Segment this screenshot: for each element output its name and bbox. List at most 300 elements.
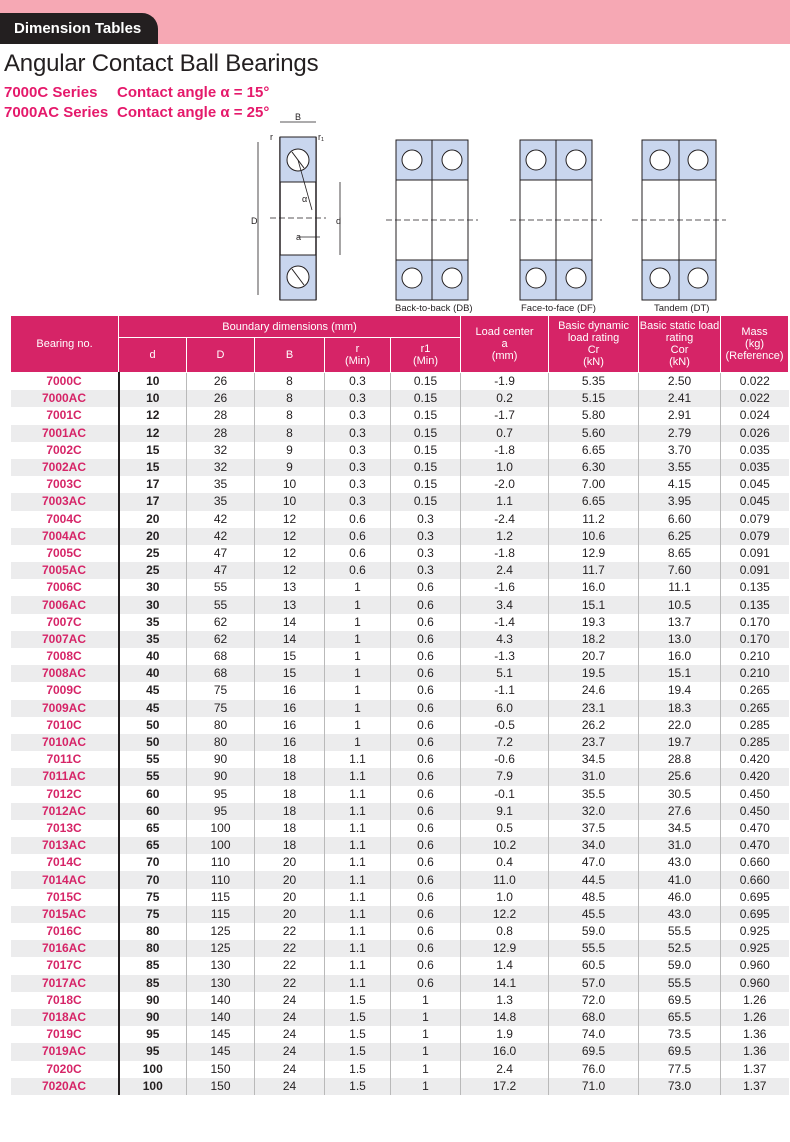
cell-width-B: 24 [255, 1078, 325, 1095]
cell-load-center: 2.4 [461, 1061, 549, 1078]
cell-bore-d: 20 [119, 528, 187, 545]
cell-bearing-no: 7016AC [11, 940, 119, 957]
cell-outer-D: 32 [187, 459, 255, 476]
cell-width-B: 9 [255, 459, 325, 476]
cell-mass: 0.091 [739, 545, 770, 560]
table-row [11, 545, 789, 562]
cell-static-rating: 18.3 [639, 700, 721, 717]
cell-r1-min: 0.3 [391, 562, 461, 579]
cell-r1-min: 0.6 [391, 975, 461, 992]
cell-bore-d: 75 [119, 889, 187, 906]
table-row [11, 511, 789, 528]
cell-dynamic-rating: 18.2 [549, 631, 639, 648]
cell-width-B: 15 [255, 648, 325, 665]
table-row [11, 820, 789, 837]
table-row [11, 975, 789, 992]
cell-r1-min: 0.6 [391, 837, 461, 854]
header-bearing-no: Bearing no. [11, 316, 119, 373]
cell-r1-min: 1 [391, 1009, 461, 1026]
cell-mass: 0.925 [721, 940, 789, 957]
cell-static-rating: 2.41 [639, 390, 721, 407]
cell-outer-D: 150 [187, 1061, 255, 1078]
cell-static-rating: 43.0 [639, 906, 721, 923]
cell-load-center: 1.0 [461, 459, 549, 476]
cell-bore-d: 90 [119, 1009, 187, 1026]
label-a: a [296, 232, 302, 242]
cell-dynamic-rating: 15.1 [549, 596, 639, 613]
cell-r-min: 1.1 [325, 820, 391, 837]
header-boundary: Boundary dimensions (mm) [119, 316, 461, 338]
cell-mass: 0.420 [721, 768, 789, 785]
label-df: Face-to-face (DF) [521, 303, 596, 314]
header-line: (Reference) [725, 350, 784, 362]
cell-load-center: 16.0 [461, 1043, 549, 1060]
cell-width-B: 12 [255, 562, 325, 579]
cell-bearing-no: 7020AC [11, 1078, 119, 1095]
cell-mass: 0.265 [721, 700, 789, 717]
cell-r-min: 1.1 [325, 803, 391, 820]
table-row [11, 442, 789, 459]
cell-mass: 0.210 [739, 649, 770, 664]
cell-load-center: 5.1 [461, 665, 549, 682]
table-row [11, 665, 789, 682]
table-row [11, 854, 789, 871]
cell-static-rating: 31.0 [639, 837, 721, 854]
cell-mass: 1.36 [743, 1027, 767, 1042]
cell-static-rating: 10.5 [639, 596, 721, 613]
cell-bearing-no: 7009AC [11, 700, 119, 717]
cell-load-center: 10.2 [461, 837, 549, 854]
table-row [11, 786, 789, 803]
cell-outer-D: 47 [187, 545, 255, 562]
table-row [11, 1043, 789, 1060]
cell-load-center: -1.7 [461, 407, 549, 424]
cell-width-B: 20 [255, 854, 325, 871]
cell-load-center: 2.4 [461, 562, 549, 579]
cell-outer-D: 140 [187, 992, 255, 1009]
cell-outer-D: 47 [187, 562, 255, 579]
cell-bearing-no: 7011AC [11, 768, 119, 785]
header-line: (kN) [669, 356, 690, 368]
cell-load-center: -0.5 [461, 717, 549, 734]
cell-static-rating: 27.6 [639, 803, 721, 820]
cell-bearing-no: 7007C [11, 614, 119, 631]
cell-r1-min: 0.6 [391, 871, 461, 888]
cell-mass: 0.045 [739, 477, 770, 492]
cell-static-rating: 3.55 [639, 459, 721, 476]
cell-mass: 0.265 [739, 683, 770, 698]
cell-dynamic-rating: 24.6 [549, 682, 639, 699]
cell-dynamic-rating: 57.0 [549, 975, 639, 992]
cell-bore-d: 30 [119, 596, 187, 613]
cell-bore-d: 60 [119, 803, 187, 820]
cell-bore-d: 55 [119, 751, 187, 768]
cell-bore-d: 17 [119, 476, 187, 493]
cell-width-B: 18 [255, 820, 325, 837]
cell-r1-min: 0.6 [391, 700, 461, 717]
cell-bearing-no: 7017AC [11, 975, 119, 992]
table-row [11, 923, 789, 940]
table-row [11, 682, 789, 699]
cell-static-rating: 6.60 [639, 511, 721, 528]
cell-width-B: 22 [255, 940, 325, 957]
series-name: 7000AC Series [4, 104, 109, 121]
cell-dynamic-rating: 76.0 [549, 1061, 639, 1078]
cell-r-min: 1.1 [325, 768, 391, 785]
cell-static-rating: 13.7 [639, 614, 721, 631]
cell-width-B: 8 [255, 373, 325, 391]
cell-bearing-no: 7004C [11, 511, 119, 528]
cell-outer-D: 140 [187, 1009, 255, 1026]
cell-bore-d: 65 [119, 837, 187, 854]
cell-dynamic-rating: 23.7 [549, 734, 639, 751]
cell-outer-D: 26 [187, 373, 255, 391]
cell-load-center: 0.4 [461, 854, 549, 871]
cell-width-B: 10 [255, 476, 325, 493]
cell-bearing-no: 7000C [11, 373, 119, 391]
cell-dynamic-rating: 44.5 [549, 871, 639, 888]
cell-dynamic-rating: 47.0 [549, 854, 639, 871]
cell-mass: 0.079 [721, 528, 789, 545]
cell-bearing-no: 7012AC [11, 803, 119, 820]
cell-mass: 0.695 [739, 889, 770, 904]
cell-bore-d: 15 [119, 442, 187, 459]
cell-bearing-no: 7001C [11, 407, 119, 424]
table-row [11, 562, 789, 579]
cell-load-center: 0.7 [461, 425, 549, 442]
cell-static-rating: 8.65 [639, 545, 721, 562]
cell-r1-min: 0.3 [391, 511, 461, 528]
cell-width-B: 16 [255, 700, 325, 717]
cell-dynamic-rating: 37.5 [549, 820, 639, 837]
cell-dynamic-rating: 69.5 [549, 1043, 639, 1060]
cell-outer-D: 68 [187, 648, 255, 665]
cell-dynamic-rating: 55.5 [549, 940, 639, 957]
series-name: 7000C Series [4, 84, 98, 101]
cell-dynamic-rating: 20.7 [549, 648, 639, 665]
cell-width-B: 10 [255, 493, 325, 510]
cell-static-rating: 55.5 [639, 975, 721, 992]
cell-static-rating: 34.5 [639, 820, 721, 837]
cell-r1-min: 0.15 [391, 390, 461, 407]
cell-width-B: 16 [255, 682, 325, 699]
cell-width-B: 24 [255, 992, 325, 1009]
cell-bearing-no: 7012C [11, 786, 119, 803]
cell-outer-D: 115 [187, 906, 255, 923]
cell-r-min: 1 [325, 579, 391, 596]
cell-r-min: 0.6 [325, 528, 391, 545]
back-to-back-arrangement [386, 140, 478, 300]
cell-dynamic-rating: 5.80 [549, 407, 639, 424]
header-B: B [255, 338, 325, 373]
cell-load-center: -1.8 [461, 442, 549, 459]
cell-r1-min: 0.15 [391, 476, 461, 493]
cell-load-center: 1.2 [461, 528, 549, 545]
cell-bore-d: 60 [119, 786, 187, 803]
cell-static-rating: 69.5 [639, 1043, 721, 1060]
cell-mass: 0.024 [739, 408, 770, 423]
cell-bearing-no: 7000AC [11, 390, 119, 407]
cell-bearing-no: 7018AC [11, 1009, 119, 1026]
cell-bore-d: 85 [119, 957, 187, 974]
cell-bearing-no: 7017C [11, 957, 119, 974]
cell-r-min: 0.6 [325, 511, 391, 528]
cell-static-rating: 77.5 [639, 1061, 721, 1078]
cell-static-rating: 15.1 [639, 665, 721, 682]
header-r1 [391, 338, 461, 373]
header-line: Basic static load [639, 320, 720, 332]
cell-width-B: 18 [255, 803, 325, 820]
table-row [11, 1026, 789, 1043]
cell-mass: 0.470 [721, 837, 789, 854]
cell-r-min: 0.6 [325, 562, 391, 579]
cell-bearing-no: 7015C [11, 889, 119, 906]
table-row [11, 717, 789, 734]
cell-dynamic-rating: 19.5 [549, 665, 639, 682]
cell-bearing-no: 7008AC [11, 665, 119, 682]
table-row [11, 459, 789, 476]
cell-width-B: 22 [255, 975, 325, 992]
cell-mass: 0.135 [721, 596, 789, 613]
cell-static-rating: 52.5 [639, 940, 721, 957]
table-row [11, 528, 789, 545]
cell-load-center: 3.4 [461, 596, 549, 613]
cell-load-center: 0.8 [461, 923, 549, 940]
cell-load-center: 4.3 [461, 631, 549, 648]
cell-mass: 1.37 [721, 1078, 789, 1095]
cell-r-min: 1 [325, 665, 391, 682]
cell-bearing-no: 7002AC [11, 459, 119, 476]
cell-load-center: 12.2 [461, 906, 549, 923]
cell-bore-d: 70 [119, 854, 187, 871]
cell-load-center: 11.0 [461, 871, 549, 888]
cell-outer-D: 90 [187, 768, 255, 785]
cell-bearing-no: 7016C [11, 923, 119, 940]
cell-r-min: 0.3 [325, 373, 391, 391]
cell-mass: 0.091 [721, 562, 789, 579]
cell-bearing-no: 7004AC [11, 528, 119, 545]
cell-r1-min: 0.6 [391, 665, 461, 682]
tandem-arrangement [632, 140, 726, 300]
cell-load-center: -1.3 [461, 648, 549, 665]
cell-r1-min: 0.6 [391, 631, 461, 648]
cell-static-rating: 2.91 [639, 407, 721, 424]
cell-load-center: -2.4 [461, 511, 549, 528]
header-line: (kN) [583, 356, 604, 368]
cell-r-min: 1.1 [325, 786, 391, 803]
cell-outer-D: 100 [187, 837, 255, 854]
cell-dynamic-rating: 26.2 [549, 717, 639, 734]
cell-width-B: 20 [255, 906, 325, 923]
cell-r1-min: 0.6 [391, 957, 461, 974]
cell-static-rating: 11.1 [639, 579, 721, 596]
header-r [325, 338, 391, 373]
cell-bearing-no: 7013AC [11, 837, 119, 854]
cell-width-B: 12 [255, 545, 325, 562]
cell-width-B: 16 [255, 734, 325, 751]
cell-outer-D: 55 [187, 579, 255, 596]
cell-outer-D: 28 [187, 425, 255, 442]
cell-r1-min: 0.6 [391, 717, 461, 734]
cell-static-rating: 46.0 [639, 889, 721, 906]
table-row [11, 803, 789, 820]
cell-dynamic-rating: 16.0 [549, 579, 639, 596]
cell-r1-min: 0.15 [391, 442, 461, 459]
page-title: Angular Contact Ball Bearings [4, 50, 319, 77]
cell-outer-D: 68 [187, 665, 255, 682]
cell-bore-d: 25 [119, 562, 187, 579]
cell-width-B: 24 [255, 1043, 325, 1060]
table-row [11, 940, 789, 957]
table-row [11, 390, 789, 407]
cell-static-rating: 41.0 [639, 871, 721, 888]
cell-r1-min: 0.6 [391, 940, 461, 957]
header-line: (kg) [745, 338, 764, 350]
cell-mass: 1.36 [721, 1043, 789, 1060]
header-mass [721, 316, 789, 373]
cell-bearing-no: 7002C [11, 442, 119, 459]
cell-outer-D: 62 [187, 614, 255, 631]
cell-bearing-no: 7020C [11, 1061, 119, 1078]
header-line: Cor [670, 344, 689, 356]
cell-r1-min: 1 [391, 1043, 461, 1060]
cell-mass: 0.035 [721, 459, 789, 476]
header-line: Load center [475, 326, 534, 338]
cell-width-B: 22 [255, 957, 325, 974]
cell-r-min: 1.5 [325, 1061, 391, 1078]
cell-r-min: 1.1 [325, 889, 391, 906]
cell-r1-min: 1 [391, 992, 461, 1009]
cell-bore-d: 50 [119, 717, 187, 734]
series-line-15 [4, 84, 269, 101]
cell-outer-D: 115 [187, 889, 255, 906]
cell-r1-min: 0.15 [391, 407, 461, 424]
cell-mass: 0.660 [721, 871, 789, 888]
table-row [11, 1061, 789, 1078]
cell-mass: 0.420 [739, 752, 770, 767]
cell-r1-min: 1 [391, 1078, 461, 1095]
cell-bore-d: 12 [119, 425, 187, 442]
cell-r1-min: 0.15 [391, 425, 461, 442]
table-row [11, 700, 789, 717]
cell-mass: 0.135 [739, 580, 770, 595]
cell-width-B: 18 [255, 768, 325, 785]
cell-static-rating: 2.79 [639, 425, 721, 442]
cell-bearing-no: 7015AC [11, 906, 119, 923]
cell-outer-D: 35 [187, 476, 255, 493]
cell-r-min: 1.5 [325, 1009, 391, 1026]
cell-static-rating: 73.5 [639, 1026, 721, 1043]
table-row [11, 614, 789, 631]
cell-width-B: 20 [255, 871, 325, 888]
cell-r-min: 1.5 [325, 1026, 391, 1043]
cell-outer-D: 130 [187, 957, 255, 974]
cell-width-B: 15 [255, 665, 325, 682]
cell-dynamic-rating: 68.0 [549, 1009, 639, 1026]
cell-load-center: 14.1 [461, 975, 549, 992]
cell-bearing-no: 7007AC [11, 631, 119, 648]
cell-load-center: 1.0 [461, 889, 549, 906]
cell-r1-min: 0.6 [391, 596, 461, 613]
cell-mass: 0.035 [739, 442, 770, 457]
header-line: r [355, 343, 360, 355]
label-r1: r₁ [318, 132, 325, 142]
table-body [11, 373, 789, 1095]
cell-load-center: -2.0 [461, 476, 549, 493]
header-line: load rating [567, 332, 620, 344]
cell-load-center: 0.2 [461, 390, 549, 407]
table-row [11, 407, 789, 424]
cell-bearing-no: 7018C [11, 992, 119, 1009]
cell-static-rating: 2.50 [639, 373, 721, 391]
cell-r-min: 1 [325, 631, 391, 648]
cell-bore-d: 95 [119, 1026, 187, 1043]
cell-width-B: 24 [255, 1026, 325, 1043]
cell-mass: 0.170 [721, 631, 789, 648]
header-line: r1 [420, 343, 431, 355]
cell-load-center: 9.1 [461, 803, 549, 820]
cell-r-min: 1.1 [325, 957, 391, 974]
cell-bearing-no: 7005AC [11, 562, 119, 579]
cell-r1-min: 0.6 [391, 803, 461, 820]
cell-r1-min: 1 [391, 1026, 461, 1043]
cell-dynamic-rating: 6.65 [549, 442, 639, 459]
cell-width-B: 14 [255, 631, 325, 648]
cell-mass: 0.695 [721, 906, 789, 923]
cell-outer-D: 42 [187, 511, 255, 528]
cell-dynamic-rating: 71.0 [549, 1078, 639, 1095]
bearing-diagrams [240, 112, 790, 315]
cell-dynamic-rating: 60.5 [549, 957, 639, 974]
cell-load-center: 0.5 [461, 820, 549, 837]
cell-r1-min: 0.6 [391, 682, 461, 699]
cell-bore-d: 55 [119, 768, 187, 785]
cell-mass: 0.925 [739, 924, 770, 939]
cell-mass: 0.022 [739, 374, 770, 389]
cell-load-center: -1.8 [461, 545, 549, 562]
cell-width-B: 12 [255, 528, 325, 545]
cell-static-rating: 6.25 [639, 528, 721, 545]
cell-mass: 1.26 [743, 992, 767, 1007]
cell-bore-d: 40 [119, 665, 187, 682]
cell-outer-D: 95 [187, 803, 255, 820]
cell-width-B: 20 [255, 889, 325, 906]
cell-mass: 0.026 [721, 425, 789, 442]
cell-width-B: 13 [255, 579, 325, 596]
cell-r1-min: 0.15 [391, 493, 461, 510]
cell-r-min: 1 [325, 700, 391, 717]
single-bearing-section [258, 122, 340, 300]
cell-r1-min: 0.6 [391, 768, 461, 785]
cell-outer-D: 80 [187, 734, 255, 751]
cell-static-rating: 73.0 [639, 1078, 721, 1095]
table-row [11, 579, 789, 596]
cell-mass: 0.079 [739, 511, 770, 526]
table-row [11, 957, 789, 974]
cell-dynamic-rating: 6.65 [549, 493, 639, 510]
cell-width-B: 24 [255, 1061, 325, 1078]
cell-bore-d: 75 [119, 906, 187, 923]
cell-dynamic-rating: 48.5 [549, 889, 639, 906]
cell-bore-d: 70 [119, 871, 187, 888]
cell-bore-d: 95 [119, 1043, 187, 1060]
cell-width-B: 8 [255, 390, 325, 407]
table-row [11, 648, 789, 665]
cell-r1-min: 0.15 [391, 373, 461, 391]
cell-width-B: 18 [255, 786, 325, 803]
cell-bore-d: 85 [119, 975, 187, 992]
cell-r1-min: 0.3 [391, 528, 461, 545]
